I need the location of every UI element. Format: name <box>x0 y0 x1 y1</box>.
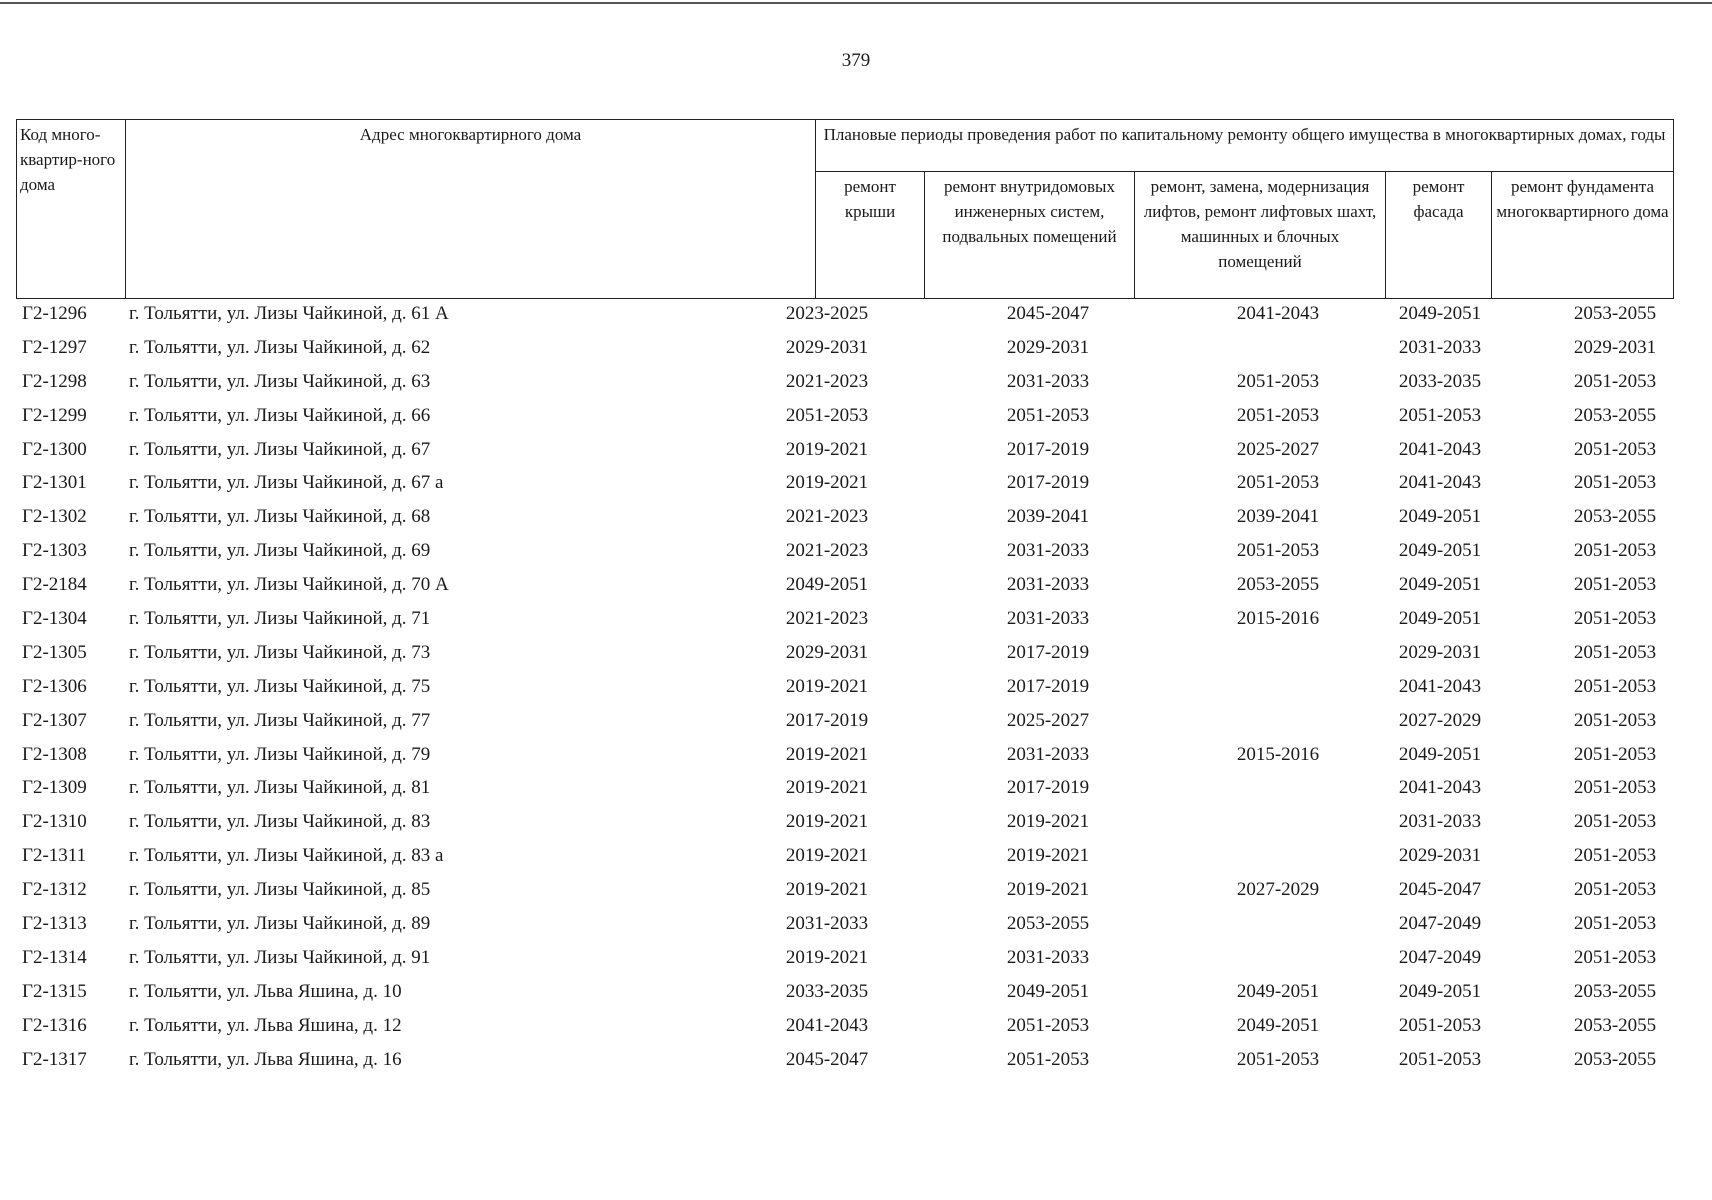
cell-code: Г2-1299 <box>22 404 87 426</box>
header-lifts: ремонт, замена, модернизация лифтов, ремонт лифтовых шахт, машинных и блочных помещений <box>1135 172 1386 299</box>
header-facade: ремонт фасада <box>1386 172 1492 299</box>
top-rule <box>0 2 1712 4</box>
cell-address: г. Тольятти, ул. Лизы Чайкиной, д. 81 <box>129 777 431 799</box>
cell-code: Г2-1302 <box>22 506 87 528</box>
cell-foundation: 2051-2053 <box>1573 777 1657 799</box>
cell-engineering: 2031-2033 <box>1006 608 1090 630</box>
cell-code: Г2-1310 <box>22 811 87 833</box>
cell-foundation: 2053-2055 <box>1573 1014 1657 1036</box>
cell-code: Г2-1297 <box>22 336 87 358</box>
cell-roof: 2051-2053 <box>785 404 869 426</box>
cell-engineering: 2017-2019 <box>1006 472 1090 494</box>
cell-facade: 2049-2051 <box>1398 506 1482 528</box>
cell-engineering: 2051-2053 <box>1006 1048 1090 1070</box>
cell-address: г. Тольятти, ул. Лизы Чайкиной, д. 73 <box>129 641 431 663</box>
page-number: 379 <box>841 50 871 71</box>
cell-foundation: 2051-2053 <box>1573 709 1657 731</box>
cell-lifts: 2051-2053 <box>1236 370 1320 392</box>
cell-code: Г2-1308 <box>22 743 87 765</box>
cell-roof: 2023-2025 <box>785 303 869 324</box>
cell-address: г. Тольятти, ул. Лизы Чайкиной, д. 66 <box>129 404 431 426</box>
cell-roof: 2021-2023 <box>785 506 869 528</box>
cell-facade: 2047-2049 <box>1398 946 1482 968</box>
cell-foundation: 2053-2055 <box>1573 404 1657 426</box>
cell-facade: 2049-2051 <box>1398 743 1482 765</box>
cell-roof: 2021-2023 <box>785 608 869 630</box>
cell-engineering: 2031-2033 <box>1006 370 1090 392</box>
table-row <box>16 471 1673 505</box>
table-row <box>16 810 1673 844</box>
cell-address: г. Тольятти, ул. Лизы Чайкиной, д. 63 <box>129 370 431 392</box>
cell-foundation: 2053-2055 <box>1573 303 1657 324</box>
cell-facade: 2045-2047 <box>1398 879 1482 901</box>
cell-roof: 2049-2051 <box>785 574 869 596</box>
cell-code: Г2-1309 <box>22 777 87 799</box>
cell-facade: 2041-2043 <box>1398 675 1482 697</box>
table-row <box>16 709 1673 743</box>
cell-roof: 2019-2021 <box>785 675 869 697</box>
cell-address: г. Тольятти, ул. Лизы Чайкиной, д. 62 <box>129 336 431 358</box>
cell-lifts: 2053-2055 <box>1236 574 1320 596</box>
cell-roof: 2029-2031 <box>785 641 869 663</box>
table-row <box>16 302 1673 336</box>
cell-foundation: 2051-2053 <box>1573 540 1657 562</box>
cell-address: г. Тольятти, ул. Лизы Чайкиной, д. 68 <box>129 506 431 528</box>
table-row <box>16 539 1673 573</box>
cell-code: Г2-2184 <box>22 574 87 596</box>
cell-engineering: 2039-2041 <box>1006 506 1090 528</box>
cell-code: Г2-1306 <box>22 675 87 697</box>
cell-roof: 2019-2021 <box>785 845 869 867</box>
cell-lifts: 2051-2053 <box>1236 404 1320 426</box>
cell-roof: 2019-2021 <box>785 438 869 460</box>
table-row <box>16 370 1673 404</box>
header-periods: Плановые периоды проведения работ по капитальному ремонту общего имущества в многоквартирных домах, годы <box>816 120 1674 172</box>
cell-engineering: 2029-2031 <box>1006 336 1090 358</box>
cell-engineering: 2031-2033 <box>1006 743 1090 765</box>
table-row <box>16 980 1673 1014</box>
cell-code: Г2-1300 <box>22 438 87 460</box>
cell-foundation: 2051-2053 <box>1573 438 1657 460</box>
table-row <box>16 1014 1673 1048</box>
cell-code: Г2-1307 <box>22 709 87 731</box>
cell-engineering: 2017-2019 <box>1006 777 1090 799</box>
table-row <box>16 607 1673 641</box>
cell-address: г. Тольятти, ул. Лизы Чайкиной, д. 91 <box>129 946 431 968</box>
cell-code: Г2-1301 <box>22 472 87 494</box>
table-row <box>16 878 1673 912</box>
cell-address: г. Тольятти, ул. Льва Яшина, д. 12 <box>129 1014 402 1036</box>
cell-code: Г2-1314 <box>22 946 87 968</box>
cell-roof: 2021-2023 <box>785 540 869 562</box>
cell-lifts: 2039-2041 <box>1236 506 1320 528</box>
cell-roof: 2029-2031 <box>785 336 869 358</box>
header-code: Код много-квартир-ного дома <box>17 120 126 299</box>
cell-facade: 2051-2053 <box>1398 1014 1482 1036</box>
cell-code: Г2-1304 <box>22 608 87 630</box>
cell-engineering: 2017-2019 <box>1006 438 1090 460</box>
cell-foundation: 2053-2055 <box>1573 980 1657 1002</box>
cell-roof: 2019-2021 <box>785 472 869 494</box>
cell-address: г. Тольятти, ул. Лизы Чайкиной, д. 71 <box>129 608 431 630</box>
table-row <box>16 776 1673 810</box>
cell-lifts: 2027-2029 <box>1236 879 1320 901</box>
cell-roof: 2019-2021 <box>785 811 869 833</box>
cell-foundation: 2051-2053 <box>1573 946 1657 968</box>
cell-address: г. Тольятти, ул. Льва Яшина, д. 16 <box>129 1048 402 1070</box>
cell-code: Г2-1298 <box>22 370 87 392</box>
cell-facade: 2051-2053 <box>1398 404 1482 426</box>
cell-foundation: 2053-2055 <box>1573 1048 1657 1070</box>
table-row <box>16 675 1673 709</box>
cell-foundation: 2051-2053 <box>1573 574 1657 596</box>
cell-facade: 2049-2051 <box>1398 540 1482 562</box>
cell-address: г. Тольятти, ул. Лизы Чайкиной, д. 89 <box>129 913 431 935</box>
cell-address: г. Тольятти, ул. Лизы Чайкиной, д. 70 А <box>129 574 449 596</box>
cell-roof: 2045-2047 <box>785 1048 869 1070</box>
cell-facade: 2049-2051 <box>1398 303 1482 324</box>
table-row <box>16 505 1673 539</box>
cell-lifts: 2049-2051 <box>1236 980 1320 1002</box>
cell-lifts: 2025-2027 <box>1236 438 1320 460</box>
cell-facade: 2031-2033 <box>1398 811 1482 833</box>
cell-address: г. Тольятти, ул. Лизы Чайкиной, д. 77 <box>129 709 431 731</box>
cell-foundation: 2051-2053 <box>1573 913 1657 935</box>
table-row <box>16 438 1673 472</box>
cell-lifts: 2041-2043 <box>1236 303 1320 324</box>
cell-lifts: 2051-2053 <box>1236 472 1320 494</box>
cell-engineering: 2031-2033 <box>1006 946 1090 968</box>
table-row <box>16 844 1673 878</box>
header-address: Адрес многоквартирного дома <box>126 120 816 299</box>
cell-facade: 2041-2043 <box>1398 472 1482 494</box>
cell-lifts: 2051-2053 <box>1236 540 1320 562</box>
cell-facade: 2049-2051 <box>1398 608 1482 630</box>
cell-facade: 2029-2031 <box>1398 845 1482 867</box>
cell-code: Г2-1311 <box>22 845 87 867</box>
cell-facade: 2047-2049 <box>1398 913 1482 935</box>
cell-foundation: 2051-2053 <box>1573 675 1657 697</box>
cell-lifts: 2015-2016 <box>1236 743 1320 765</box>
cell-foundation: 2029-2031 <box>1573 336 1657 358</box>
cell-code: Г2-1315 <box>22 980 87 1002</box>
cell-roof: 2017-2019 <box>785 709 869 731</box>
cell-roof: 2031-2033 <box>785 913 869 935</box>
header-engineering: ремонт внутридомовых инженерных систем, подвальных помещений <box>925 172 1135 299</box>
table-row <box>16 912 1673 946</box>
cell-address: г. Тольятти, ул. Лизы Чайкиной, д. 67 <box>129 438 431 460</box>
cell-facade: 2051-2053 <box>1398 1048 1482 1070</box>
cell-foundation: 2051-2053 <box>1573 641 1657 663</box>
cell-code: Г2-1296 <box>22 303 87 324</box>
cell-facade: 2049-2051 <box>1398 574 1482 596</box>
table-header <box>16 119 1674 299</box>
cell-engineering: 2045-2047 <box>1006 303 1090 324</box>
table-row <box>16 404 1673 438</box>
cell-code: Г2-1312 <box>22 879 87 901</box>
cell-address: г. Тольятти, ул. Лизы Чайкиной, д. 69 <box>129 540 431 562</box>
cell-engineering: 2051-2053 <box>1006 404 1090 426</box>
cell-engineering: 2049-2051 <box>1006 980 1090 1002</box>
table-row <box>16 1048 1673 1082</box>
cell-lifts: 2051-2053 <box>1236 1048 1320 1070</box>
cell-address: г. Тольятти, ул. Лизы Чайкиной, д. 83 а <box>129 845 444 867</box>
cell-engineering: 2031-2033 <box>1006 540 1090 562</box>
cell-foundation: 2051-2053 <box>1573 370 1657 392</box>
cell-facade: 2031-2033 <box>1398 336 1482 358</box>
cell-engineering: 2053-2055 <box>1006 913 1090 935</box>
cell-facade: 2049-2051 <box>1398 980 1482 1002</box>
cell-foundation: 2051-2053 <box>1573 743 1657 765</box>
cell-foundation: 2051-2053 <box>1573 811 1657 833</box>
cell-roof: 2021-2023 <box>785 370 869 392</box>
cell-code: Г2-1305 <box>22 641 87 663</box>
cell-code: Г2-1313 <box>22 913 87 935</box>
cell-roof: 2019-2021 <box>785 777 869 799</box>
header-foundation: ремонт фундамента многоквартирного дома <box>1492 172 1674 299</box>
table-row <box>16 743 1673 777</box>
cell-foundation: 2053-2055 <box>1573 506 1657 528</box>
cell-engineering: 2019-2021 <box>1006 879 1090 901</box>
cell-lifts: 2049-2051 <box>1236 1014 1320 1036</box>
cell-foundation: 2051-2053 <box>1573 845 1657 867</box>
cell-code: Г2-1316 <box>22 1014 87 1036</box>
cell-facade: 2041-2043 <box>1398 438 1482 460</box>
cell-engineering: 2019-2021 <box>1006 845 1090 867</box>
cell-engineering: 2017-2019 <box>1006 641 1090 663</box>
cell-roof: 2019-2021 <box>785 743 869 765</box>
table-row <box>16 573 1673 607</box>
cell-roof: 2019-2021 <box>785 879 869 901</box>
cell-address: г. Тольятти, ул. Лизы Чайкиной, д. 61 А <box>129 303 449 324</box>
cell-address: г. Тольятти, ул. Льва Яшина, д. 10 <box>129 980 402 1002</box>
cell-code: Г2-1303 <box>22 540 87 562</box>
table-row <box>16 946 1673 980</box>
cell-facade: 2029-2031 <box>1398 641 1482 663</box>
cell-foundation: 2051-2053 <box>1573 879 1657 901</box>
cell-engineering: 2017-2019 <box>1006 675 1090 697</box>
cell-engineering: 2019-2021 <box>1006 811 1090 833</box>
cell-facade: 2041-2043 <box>1398 777 1482 799</box>
table-row <box>16 641 1673 675</box>
cell-address: г. Тольятти, ул. Лизы Чайкиной, д. 83 <box>129 811 431 833</box>
cell-engineering: 2051-2053 <box>1006 1014 1090 1036</box>
cell-code: Г2-1317 <box>22 1048 87 1070</box>
cell-address: г. Тольятти, ул. Лизы Чайкиной, д. 67 а <box>129 472 444 494</box>
cell-address: г. Тольятти, ул. Лизы Чайкиной, д. 75 <box>129 675 431 697</box>
table-body <box>16 302 1673 1081</box>
cell-facade: 2033-2035 <box>1398 370 1482 392</box>
cell-foundation: 2051-2053 <box>1573 472 1657 494</box>
cell-address: г. Тольятти, ул. Лизы Чайкиной, д. 79 <box>129 743 431 765</box>
table-row <box>16 336 1673 370</box>
cell-roof: 2033-2035 <box>785 980 869 1002</box>
cell-roof: 2041-2043 <box>785 1014 869 1036</box>
cell-foundation: 2051-2053 <box>1573 608 1657 630</box>
cell-engineering: 2025-2027 <box>1006 709 1090 731</box>
cell-roof: 2019-2021 <box>785 946 869 968</box>
cell-facade: 2027-2029 <box>1398 709 1482 731</box>
cell-address: г. Тольятти, ул. Лизы Чайкиной, д. 85 <box>129 879 431 901</box>
cell-engineering: 2031-2033 <box>1006 574 1090 596</box>
header-roof: ремонт крыши <box>816 172 925 299</box>
cell-lifts: 2015-2016 <box>1236 608 1320 630</box>
